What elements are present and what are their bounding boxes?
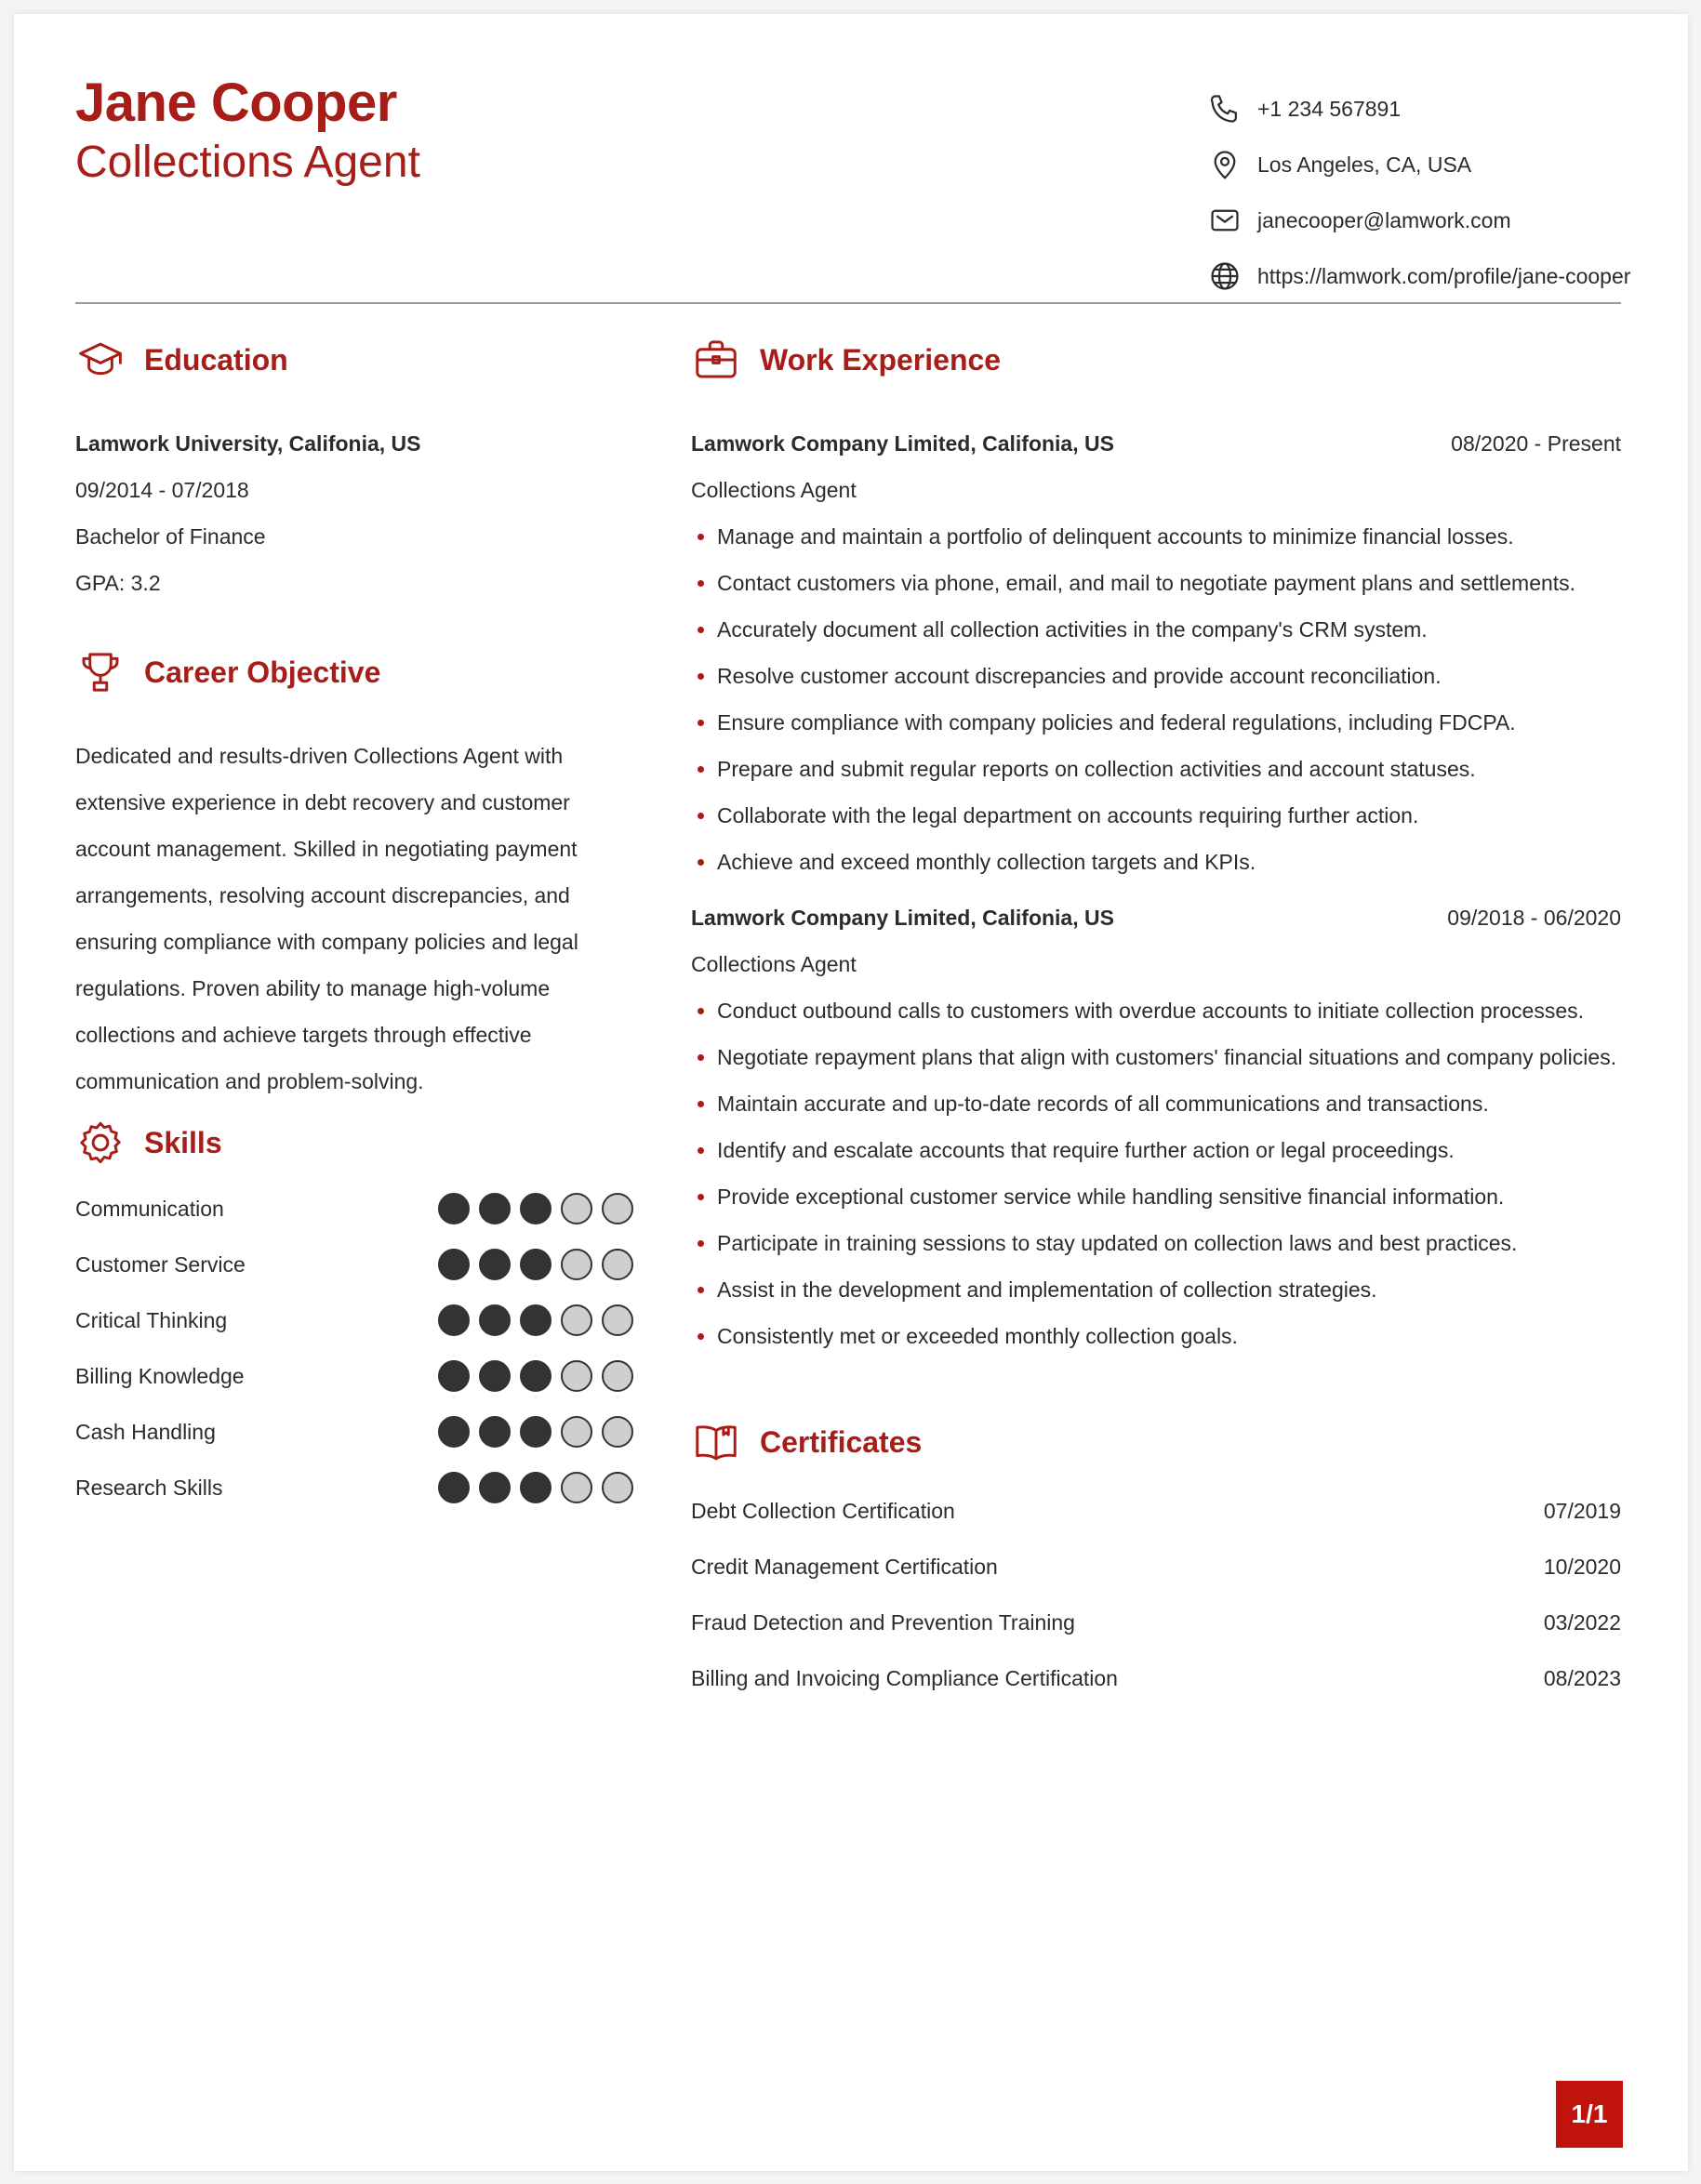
skills-title: Skills [144,1125,222,1159]
skill-rating [438,1304,633,1336]
job-bullet: Contact customers via phone, email, and mail to negotiate payment plans and settlements. [691,560,1621,606]
briefcase-icon [691,335,741,385]
job-bullet: Conduct outbound calls to customers with overdue accounts to initiate collection processes. [691,987,1621,1034]
skill-name: Billing Knowledge [75,1363,245,1388]
contact-location [1207,137,1621,192]
objective-text: Dedicated and results-driven Collections Agent with extensive experience in debt recovery and customer account management. Skilled in negotiating payment arrangements, resolving account discrepancies, and ensuring compliance with company policies and legal regulations. Proven ability to manage high-volume collections and achieve targets through effective communication and problem-solving. [75,744,578,1093]
certificates-title: Certificates [760,1424,923,1459]
job-bullet: Identify and escalate accounts that require further action or legal proceedings. [691,1127,1621,1173]
contact-phone [1207,81,1621,137]
candidate-name: Jane Cooper [75,73,397,133]
certificate-date: 07/2019 [1543,1499,1621,1523]
certificates-list [691,1483,1621,1706]
job-bullet: Assist in the development and implementation of collection strategies. [691,1266,1621,1313]
certificate-name: Credit Management Certification [691,1555,998,1579]
job-role: Collections Agent [691,478,857,502]
rating-dot-empty [602,1249,633,1280]
rating-dot-empty [561,1304,592,1336]
email-text[interactable]: janecooper@lamwork.com [1257,207,1511,232]
rating-dot-filled [479,1360,511,1392]
rating-dot-filled [520,1360,551,1392]
rating-dot-empty [602,1360,633,1392]
book-icon [691,1417,741,1467]
rating-dot-filled [438,1472,470,1503]
rating-dot-filled [520,1416,551,1448]
skill-name: Critical Thinking [75,1307,228,1332]
gear-icon [75,1118,126,1168]
job-entry [691,420,1621,885]
job-bullets [691,987,1621,1359]
rating-dot-filled [520,1304,551,1336]
rating-dot-filled [479,1193,511,1224]
job-bullet: Maintain accurate and up-to-date records of all communications and transactions. [691,1080,1621,1127]
rating-dot-empty [561,1472,592,1503]
job-bullet: Accurately document all collection activities in the company's CRM system. [691,606,1621,653]
skills-heading [75,1118,222,1168]
job-bullet: Participate in training sessions to stay updated on collection laws and best practices. [691,1220,1621,1266]
job-bullet: Resolve customer account discrepancies and provide account reconciliation. [691,653,1621,699]
job-bullet: Prepare and submit regular reports on collection activities and account statuses. [691,746,1621,792]
rating-dot-filled [438,1360,470,1392]
location-text: Los Angeles, CA, USA [1257,152,1472,177]
skill-rating [438,1472,633,1503]
certificate-date: 08/2023 [1543,1666,1621,1690]
job-company: Lamwork Company Limited, Califonia, US [691,906,1114,930]
contact-email[interactable] [1207,192,1621,248]
skill-rating [438,1360,633,1392]
skill-rating [438,1193,633,1224]
rating-dot-empty [602,1193,633,1224]
website-link[interactable]: https://lamwork.com/profile/jane-cooper [1257,263,1631,288]
job-entry [691,894,1621,1359]
job-bullet: Negotiate repayment plans that align with customers' financial situations and company policies. [691,1034,1621,1080]
skill-name: Communication [75,1196,224,1221]
rating-dot-filled [479,1249,511,1280]
mail-icon [1207,203,1243,238]
rating-dot-empty [602,1416,633,1448]
job-bullet: Achieve and exceed monthly collection targets and KPIs. [691,839,1621,885]
skill-row [75,1404,633,1460]
rating-dot-filled [520,1193,551,1224]
skill-row [75,1181,633,1237]
rating-dot-filled [438,1304,470,1336]
skill-row [75,1292,633,1348]
location-pin-icon [1207,147,1243,182]
job-bullet: Manage and maintain a portfolio of delinquent accounts to minimize financial losses. [691,513,1621,560]
objective-heading [75,647,380,697]
certificate-name: Debt Collection Certification [691,1499,955,1523]
education-body [75,420,633,606]
rating-dot-empty [602,1304,633,1336]
contact-website[interactable] [1207,248,1631,304]
certificate-row [691,1483,1621,1539]
work-title: Work Experience [760,342,1002,377]
job-dates: 09/2018 - 06/2020 [1447,906,1621,930]
candidate-title: Collections Agent [75,138,420,187]
skill-name: Cash Handling [75,1419,216,1444]
education-title: Education [144,342,288,377]
rating-dot-filled [479,1416,511,1448]
rating-dot-filled [438,1416,470,1448]
skill-row [75,1348,633,1404]
rating-dot-empty [561,1416,592,1448]
certificate-date: 10/2020 [1543,1555,1621,1579]
graduation-cap-icon [75,335,126,385]
contact-list [1207,81,1631,304]
certificates-heading [691,1417,922,1467]
skill-rating [438,1416,633,1448]
certificate-row [691,1650,1621,1706]
skill-name: Research Skills [75,1475,223,1500]
job-bullet: Ensure compliance with company policies and federal regulations, including FDCPA. [691,699,1621,746]
rating-dot-filled [520,1472,551,1503]
rating-dot-filled [479,1304,511,1336]
skills-list [75,1181,633,1516]
phone-icon [1207,91,1243,126]
skill-rating [438,1249,633,1280]
degree: Bachelor of Finance [75,524,266,549]
certificate-date: 03/2022 [1543,1610,1621,1635]
job-header [691,420,1621,467]
rating-dot-filled [438,1249,470,1280]
certificate-row [691,1539,1621,1595]
rating-dot-filled [520,1249,551,1280]
rating-dot-filled [479,1472,511,1503]
work-heading [691,335,1001,385]
phone-text: +1 234 567891 [1257,96,1402,121]
job-bullets [691,513,1621,885]
job-header [691,894,1621,941]
work-list [691,420,1621,1359]
school-name: Lamwork University, Califonia, US [75,431,421,456]
skill-name: Customer Service [75,1251,246,1277]
rating-dot-empty [561,1193,592,1224]
job-role: Collections Agent [691,952,857,976]
job-company: Lamwork Company Limited, Califonia, US [691,431,1114,456]
job-bullet: Provide exceptional customer service while handling sensitive financial information. [691,1173,1621,1220]
certificate-row [691,1595,1621,1650]
rating-dot-filled [438,1193,470,1224]
resume-header [75,60,1631,304]
education-heading [75,335,288,385]
job-bullet: Consistently met or exceeded monthly collection goals. [691,1313,1621,1359]
rating-dot-empty [561,1360,592,1392]
education-dates: 09/2014 - 07/2018 [75,478,249,502]
objective-title: Career Objective [144,655,381,689]
trophy-icon [75,647,126,697]
certificate-name: Billing and Invoicing Compliance Certification [691,1666,1118,1690]
skill-row [75,1460,633,1516]
resume-page [14,14,1688,2171]
job-bullet: Collaborate with the legal department on accounts requiring further action. [691,792,1621,839]
certificate-name: Fraud Detection and Prevention Training [691,1610,1075,1635]
skill-row [75,1237,633,1292]
globe-icon [1207,258,1243,294]
gpa: GPA: 3.2 [75,571,161,595]
page-indicator: 1/1 [1556,2081,1623,2148]
rating-dot-empty [561,1249,592,1280]
job-dates: 08/2020 - Present [1451,431,1621,456]
rating-dot-empty [602,1472,633,1503]
